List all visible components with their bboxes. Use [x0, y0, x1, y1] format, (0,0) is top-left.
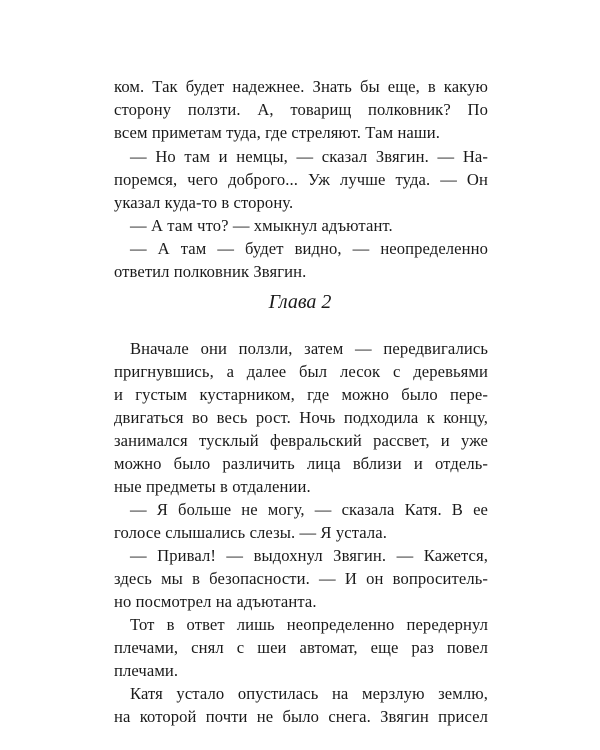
text-line: указал куда-то в сторону.	[114, 193, 294, 212]
chapter-heading: Глава 2	[268, 291, 332, 313]
text-line: пригнувшись, а далее был лесок с деревьями	[114, 362, 488, 381]
text-line: Тот в ответ лишь неопределенно передернул	[130, 615, 488, 634]
text-line: сторону ползти. А, товарищ полковник? По	[114, 100, 488, 119]
text-line: на которой почти не было снега. Звягин присел	[114, 707, 488, 726]
text-line: можно было различить лица вблизи и отдель-	[114, 454, 488, 473]
text-line: здесь мы в безопасности. — И он вопроситель-	[114, 569, 488, 588]
text-line: — А там что? — хмыкнул адъютант.	[130, 216, 393, 235]
text-line: Катя устало опустилась на мерзлую землю,	[130, 684, 488, 703]
text-line: поремся, чего доброго... Уж лучше туда. — Он	[114, 170, 488, 189]
text-line: ком. Так будет надежнее. Знать бы еще, в какую	[114, 77, 488, 96]
text-line: голосе слышались слезы. — Я устала.	[114, 523, 387, 542]
text-line: — Я больше не могу, — сказала Катя. В ее	[130, 500, 488, 519]
text-line: — Но там и немцы, — сказал Звягин. — На-	[130, 147, 488, 166]
text-line: и густым кустарником, где можно было пере-	[114, 385, 488, 404]
text-line: двигаться во весь рост. Ночь подходила к концу,	[114, 408, 488, 427]
text-line: всем приметам туда, где стреляют. Там наши.	[114, 123, 440, 142]
text-line: ные предметы в отдалении.	[114, 477, 311, 496]
text-line: плечами.	[114, 661, 179, 680]
text-line: — Привал! — выдохнул Звягин. — Кажется,	[130, 546, 488, 565]
text-line: ответил полковник Звягин.	[114, 262, 307, 281]
text-line: плечами, снял с шеи автомат, еще раз повел	[114, 638, 488, 657]
text-line: Вначале они ползли, затем — передвигались	[130, 339, 488, 358]
text-line: занимался тусклый февральский рассвет, и уже	[114, 431, 488, 450]
text-line: но посмотрел на адъютанта.	[114, 592, 317, 611]
text-line: — А там — будет видно, — неопределенно	[130, 239, 488, 258]
